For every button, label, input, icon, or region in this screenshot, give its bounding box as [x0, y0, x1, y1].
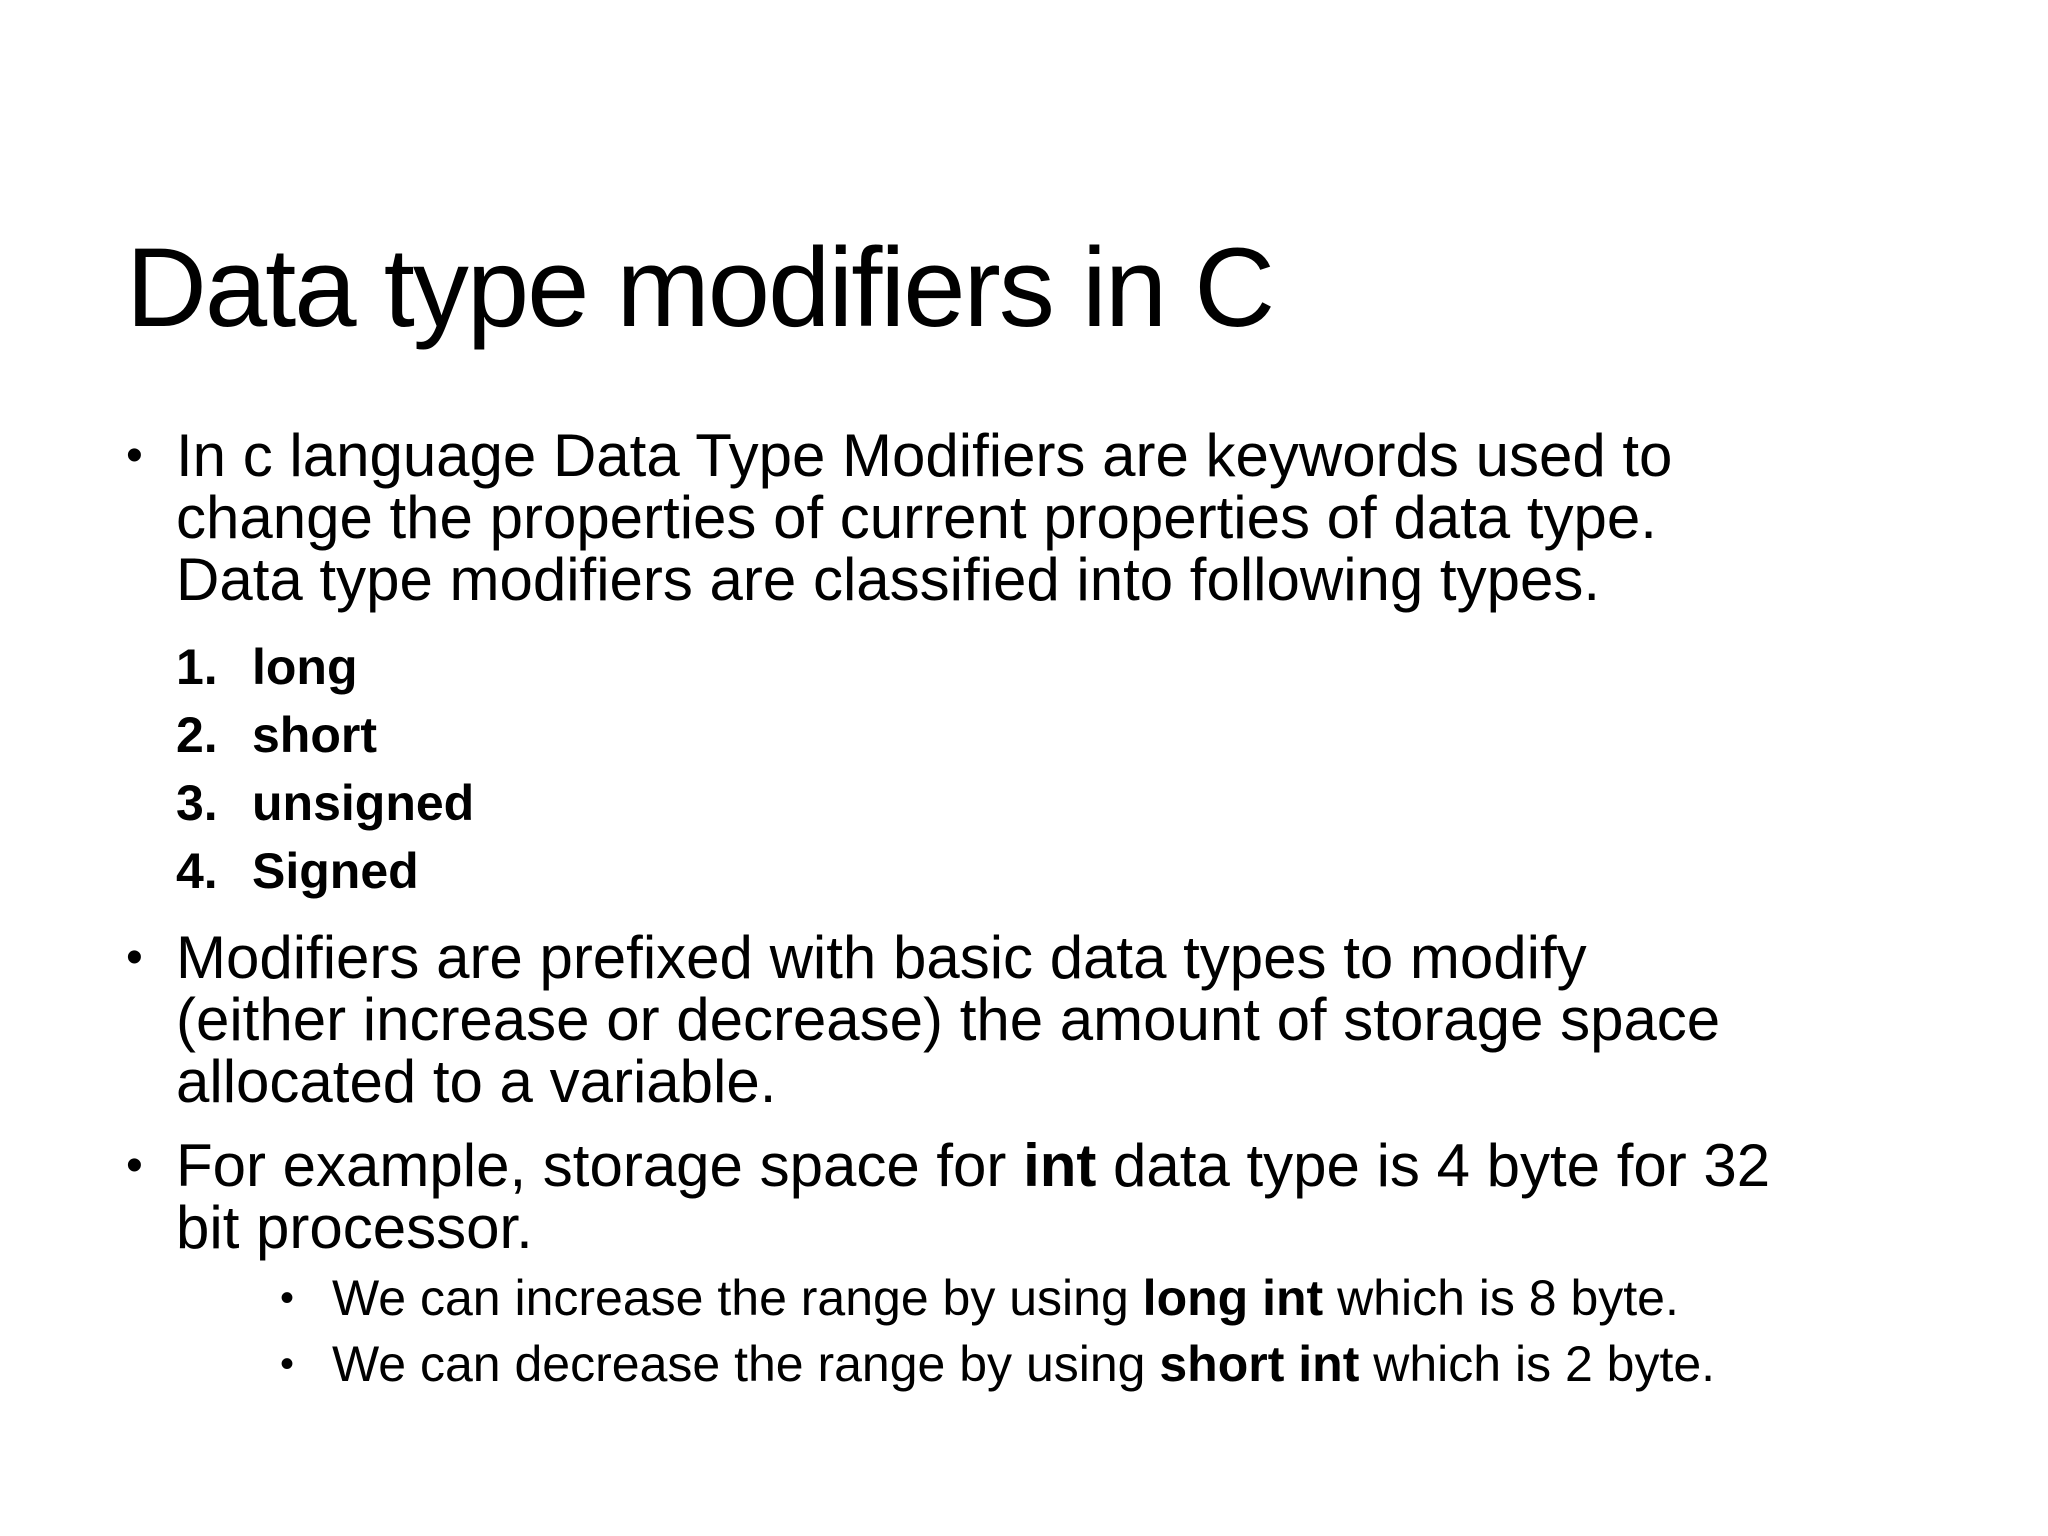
example-text: data type is 4 byte for 32 — [1096, 1132, 1771, 1199]
modifier-label: unsigned — [252, 775, 475, 831]
bullet-line: Data type modifiers are classified into following types. — [176, 546, 1601, 613]
bullet-line — [176, 1132, 2006, 1199]
bullet-prefix — [126, 924, 2006, 1115]
bullet-definition — [126, 422, 2006, 613]
subpoint-keyword: short int — [1159, 1336, 1360, 1392]
bullet-example — [126, 1132, 2006, 1261]
example-keyword: int — [1023, 1132, 1097, 1199]
modifier-label: long — [252, 639, 358, 695]
subpoint-text: which is 2 byte. — [1359, 1336, 1716, 1392]
bullet-line: bit processor. — [176, 1194, 533, 1261]
subpoint — [280, 1331, 2006, 1397]
modifier-label: short — [252, 707, 377, 763]
bullet-line: allocated to a variable. — [176, 1048, 777, 1115]
modifier-label: Signed — [252, 843, 419, 899]
modifier-number: 1. — [176, 639, 218, 695]
bullet-icon: • — [126, 1139, 143, 1192]
bullet-icon: • — [126, 931, 143, 984]
modifier-number: 3. — [176, 775, 218, 831]
subpoint-text: which is 8 byte. — [1323, 1270, 1679, 1326]
modifier-number: 4. — [176, 843, 218, 899]
bullet-line: change the properties of current properties of data type. — [176, 484, 1657, 551]
bullet-icon: • — [280, 1276, 295, 1320]
subpoint-text: We can decrease the range by using — [332, 1336, 1160, 1392]
bullet-icon: • — [280, 1342, 295, 1386]
example-subpoints — [126, 1265, 2006, 1397]
subpoint — [280, 1265, 2006, 1331]
slide-title: Data type modifiers in C — [126, 225, 1274, 350]
modifier-item — [176, 701, 2006, 769]
bullet-line: Modifiers are prefixed with basic data types to modify — [176, 924, 1587, 991]
bullet-line: (either increase or decrease) the amount of storage space — [176, 986, 1721, 1053]
slide-body — [126, 422, 2006, 1397]
modifier-item — [176, 837, 2006, 905]
modifier-number: 2. — [176, 707, 218, 763]
subpoint-keyword: long int — [1142, 1270, 1324, 1326]
example-text: For example, storage space for — [176, 1132, 1024, 1199]
modifier-item — [176, 633, 2006, 701]
subpoint-text: We can increase the range by using — [332, 1270, 1143, 1326]
modifier-item — [176, 769, 2006, 837]
bullet-icon: • — [126, 429, 143, 482]
modifier-list — [126, 633, 2006, 905]
bullet-line: In c language Data Type Modifiers are keywords used to — [176, 422, 1673, 489]
